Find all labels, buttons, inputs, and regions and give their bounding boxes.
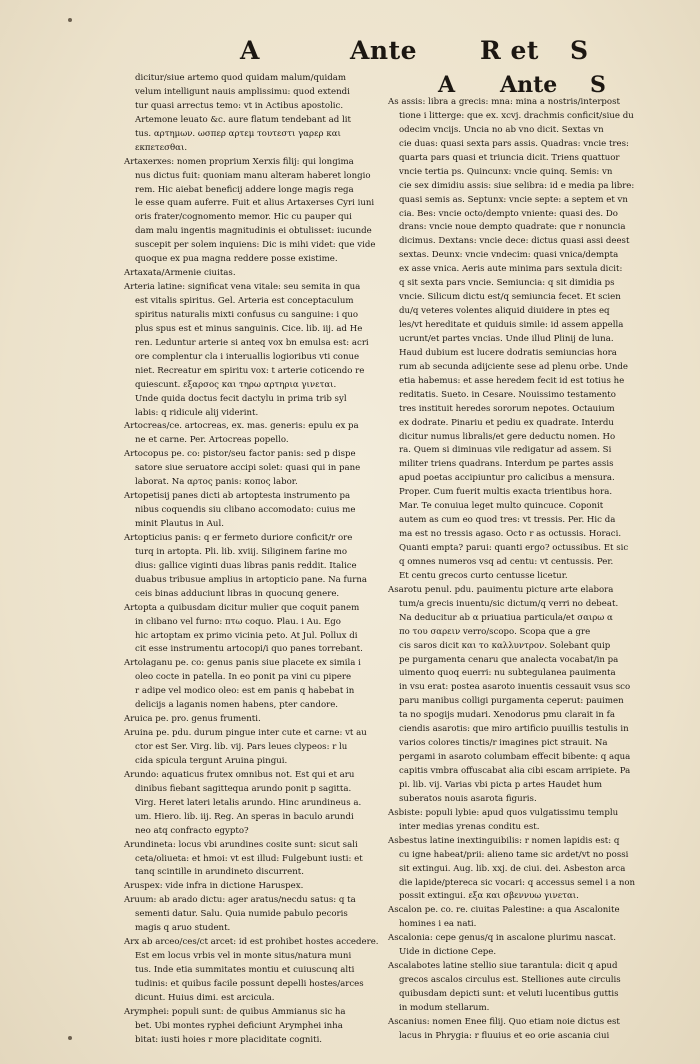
dictionary-entry-line: Arx ab arceo/ces/ct arcet: id est prohibet hostes accedere. — [124, 937, 379, 948]
text-line: spiritus naturalis mixti confusus cu sanguine: i quo — [135, 309, 359, 320]
text-line: lacus in Phrygia: r fluuius et eo orie ascania ciui — [399, 1030, 610, 1041]
text-line: le esse quam auferre. Fuit et alius Artaxerses Cyri iuni — [135, 198, 375, 209]
text-line: nibus coquendis siu clibano accomodato: cuius me — [135, 505, 356, 516]
text-line: vncie tertia ps. Quincunx: vncie quinq. Semis: vn — [399, 166, 613, 177]
text-line: cit esse instrumentu artocopi/i quo panes torrebant. — [135, 644, 363, 655]
text-line: pi. lib. vij. Varias vbi picta p artes Haudet hum — [399, 779, 603, 790]
text-line: tanq scintille in arundineto discurrent. — [135, 867, 304, 878]
text-line: q sit sexta pars vncie. Semiuncia: q sit dimidia ps — [399, 278, 615, 289]
text-line: quibusdam depicti sunt: et veluti lucentibus guttis — [399, 989, 619, 999]
text-line: tudinis: et quibus facile possunt depelli hostes/arces — [135, 978, 364, 989]
dictionary-entry-line: Aruina pe. pdu. durum pingue inter cute et carne: vt au — [124, 728, 367, 739]
text-line: ta no spogijs mudari. Xenodorus pmu clarait in fa — [399, 710, 615, 721]
text-line: militer triens quadrans. Interdum pe partes assis — [399, 459, 614, 470]
text-line: bitat: iusti hoies r more placiditate cogniti. — [135, 1034, 323, 1045]
text-line: oris frater/cognomento memor. Hic cu pauper qui — [135, 212, 352, 223]
text-line: cia. Bes: vncie octo/dempto vniente: quasi des. Do — [399, 208, 618, 219]
dictionary-entry-line: Asbestus latine inextinguibilis: r nomen lapidis est: q — [388, 835, 620, 846]
text-line: ren. Leduntur arterie si anteq vox bn emulsa est: acri — [135, 337, 369, 348]
text-line: ore complentur cla i interuallis logioribus vti conue — [135, 351, 360, 362]
section-head-ante: Ante — [500, 72, 558, 98]
dictionary-entry-line: Asbiste: populi lybie: apud quos vulgatissimu templu — [388, 807, 619, 818]
text-line: vncie. Silicum dictu est/q semiuncia fecet. Et scien — [399, 292, 621, 303]
text-line: tur quasi arrectus temo: vt in Actibus apostolic. — [135, 100, 344, 111]
text-line: ceis binas adduciunt libras in quocunq genere. — [135, 588, 340, 599]
text-line: dicunt. Huius dimi. est arcicula. — [135, 992, 275, 1003]
text-line: reditatis. Sueto. in Cesare. Nouissimo testamento — [399, 389, 616, 400]
text-line: ra. Quem si diminuas vile redigatur ad assem. Si — [399, 445, 612, 456]
text-line: niet. Recreatur em spiritu vox: t arterie coticendo re — [135, 365, 365, 376]
text-line: plus spus est et minus sanguinis. Cice. lib. iij. ad He — [135, 323, 363, 334]
text-line: sit extingui. Aug. lib. xxj. de ciui. dei. Asbeston arca — [399, 863, 626, 874]
text-line: cie sex dimidiu assis: siue selibra: id e media pa libre: — [399, 180, 635, 191]
text-line: cu igne habeat/prii: alieno tame sic ardet/vt no possi — [399, 849, 629, 860]
text-line: Na deducitur ab α priuatiua particula/et σαιρω α — [399, 612, 613, 623]
text-line: dicitur/siue artemo quod quidam malum/quidam — [135, 73, 347, 83]
text-line: magis q aruo student. — [135, 923, 231, 934]
page-speck — [68, 18, 72, 22]
text-line: satore siue seruatore accipi solet: quasi qui in pane — [135, 463, 361, 474]
dictionary-entry-line: Arteria latine: significat vena vitale: seu semita in qua — [124, 282, 361, 293]
text-line: les/vt hereditate et quiduis simile: id assem appella — [399, 320, 624, 330]
text-line: pe purgamenta cenaru que analecta vocabat/in pa — [399, 654, 619, 665]
text-line: bet. Ubi montes ryphei deficiunt Arymphei inha — [135, 1020, 343, 1031]
text-line: Artemone leuato &c. aure flatum tendebant ad lit — [135, 114, 351, 125]
text-line: tus. Inde etia summitates montiu et cuiuscunq alti — [135, 965, 355, 975]
running-head-ret: R et — [480, 36, 539, 65]
section-head-letter-a: A — [438, 72, 456, 98]
dictionary-entry-line: Aruica pe. pro. genus frumenti. — [124, 714, 261, 725]
text-line: Virg. Heret lateri letalis arundo. Hinc arundineus a. — [135, 797, 362, 808]
text-line: tum/a grecis inuentu/sic dictum/q verri no debeat. — [399, 598, 619, 609]
text-line: Unde quida doctus fecit dactylu in prima trib syl — [135, 393, 347, 404]
page-speck — [68, 1036, 72, 1040]
text-line: tione i litterge: que ex. xcvj. drachmis conficit/siue du — [399, 110, 634, 121]
text-line: um. Hiero. lib. iij. Reg. An speras in baculo arundi — [135, 811, 354, 822]
dictionary-entry-line: Artopta a quibusdam dicitur mulier que coquit panem — [124, 602, 360, 613]
running-head-letter-s: S — [570, 36, 589, 65]
dictionary-entry-line: Arundo: aquaticus frutex omnibus not. Est qui et aru — [124, 769, 355, 780]
text-line: sementi datur. Salu. Quia numide pabulo pecoris — [135, 909, 348, 920]
text-line: ceta/oliueta: et hmoi: vt est illud: Fulgebunt iusti: et — [135, 853, 363, 864]
text-line: Quanti empta? parui: quanti ergo? octussibus. Et sic — [399, 543, 629, 553]
text-line: hic artoptam ex primo vicinia peto. At Jul. Pollux di — [135, 630, 358, 641]
text-line: q omnes numeros vsq ad centu: vt centussis. Per. — [399, 556, 614, 567]
text-line: autem as cum eo quod tres: vt tressis. Per. Hic da — [399, 515, 616, 526]
text-line: est vitalis spiritus. Gel. Arteria est conceptaculum — [135, 296, 354, 306]
text-line: ex asse vnica. Aeris aute minima pars sextula dicit: — [399, 264, 623, 275]
text-line: suberatos nouis asarota figuris. — [399, 793, 537, 804]
text-line: turq in artopta. Pli. lib. xviij. Siliginem farine mo — [135, 546, 347, 557]
left-text-column — [124, 72, 386, 1045]
text-line: delicijs a laganis nomen habens, pter candore. — [135, 700, 339, 711]
text-line: possit extingui. εξα και σβεννυω γινεται. — [399, 891, 579, 902]
text-line: paru manibus colligi purgamenta ceperut: pauimen — [399, 696, 624, 707]
text-line: capitis vmbra offuscabat alia cibi escam arripiete. Pa — [399, 766, 631, 776]
text-line: grecos ascalos circulus est. Stelliones aute circulis — [399, 975, 621, 986]
running-head-ante: Ante — [350, 36, 418, 65]
text-line: pergami in asaroto columbam effecit bibente: q aqua — [399, 752, 631, 763]
text-line: cida spicula tergunt Aruina pingui. — [135, 755, 288, 766]
text-line: Proper. Cum fuerit multis exacta trientibus hora. — [399, 487, 613, 498]
text-line: quarta pars quasi et triuncia dicit. Triens quattuor — [399, 152, 620, 163]
dictionary-entry-line: Aruspex: vide infra in dictione Haruspex. — [124, 881, 304, 892]
text-line: nus dictus fuit: quoniam manu alteram haberet longio — [135, 170, 371, 181]
dictionary-entry-line: Artopetisij panes dicti ab artoptesta instrumento pa — [124, 491, 351, 502]
text-line: rem. Hic aiebat beneficij addere longe magis rega — [135, 184, 354, 195]
dictionary-entry-line: Artocreas/ce. artocreas, ex. mas. generis: epulu ex pa — [124, 421, 359, 432]
text-line: quoque ex pua magna reddere posse existime. — [135, 254, 338, 265]
text-line: sextas. Deunx: vncie vndecim: quasi vnica/dempta — [399, 250, 619, 261]
text-line: velum intelligunt nauis amplissimu: quod extendi — [135, 86, 350, 97]
text-line: odecim vncijs. Uncia no ab vno dicit. Sextas vn — [399, 124, 604, 135]
text-line: oleo cocte in patella. In eo ponit pa vini cu pipere — [135, 672, 352, 683]
text-line: laborat. Na αρτος panis: κοπος labor. — [135, 477, 298, 488]
text-line: suscepit per solem inquiens: Dic is mihi videt: que vide — [135, 240, 376, 251]
text-line: varios colores tinctis/r imagines pict strauit. Na — [399, 738, 608, 749]
running-head — [240, 36, 620, 72]
text-line: neo atq confracto egypto? — [135, 825, 249, 836]
text-line: etia habemus: et asse heredem fecit id est totius he — [399, 375, 625, 386]
text-line: drans: vncie noue dempto quadrate: que r nonuncia — [399, 222, 626, 233]
text-line: dicitur numus libralis/et gere deductu nomen. Ho — [399, 431, 616, 442]
text-line: in vsu erat: postea asaroto inuentis cessauit vsus sco — [399, 682, 631, 693]
text-line: labis: q ridicule alij viderint. — [135, 407, 259, 418]
dictionary-entry-line: Arymphei: populi sunt: de quibus Ammianus sic ha — [124, 1006, 346, 1017]
section-head-letter-s: S — [590, 72, 606, 98]
dictionary-entry-line: Artaxerxes: nomen proprium Xerxis filij: qui longima — [124, 156, 354, 167]
text-line: r adipe vel modico oleo: est em panis q habebat in — [135, 686, 355, 697]
text-line: tus. αρτημων. ωσπερ αρτεμ τουτεστι γαρερ και — [135, 128, 341, 139]
dictionary-entry-line: Arundineta: locus vbi arundines cosite sunt: sicut sali — [124, 839, 358, 850]
text-line: uimento quoq euerri: nu subtegulanea pauimenta — [399, 668, 616, 679]
text-line: ucrunt/et partes vncias. Unde illud Plinij de luna. — [399, 333, 614, 344]
text-line: dicimus. Dextans: vncie dece: dictus quasi assi deest — [399, 236, 630, 247]
text-line: in clibano vel furno: πτω coquo. Plau. i Au. Ego — [135, 616, 341, 627]
text-line: ma est no tressis agaso. Octo r as octussis. Horaci. — [399, 529, 622, 540]
dictionary-entry-line: Artolaganu pe. co: genus panis siue placete ex simila i — [124, 658, 361, 669]
text-line: Uide in dictione Cepe. — [399, 947, 497, 958]
text-line: in modum stellarum. — [399, 1002, 490, 1013]
running-head-letter-a: A — [240, 36, 260, 65]
dictionary-entry-line: Asarotu penul. pdu. pauimentu picture arte elabora — [388, 584, 614, 595]
text-line: ctor est Ser. Virg. lib. vij. Pars leues clypeos: r lu — [135, 742, 348, 752]
text-line: εκπετεσθαι. — [135, 142, 188, 153]
dictionary-entry-line: Artaxata/Armenie ciuitas. — [124, 268, 236, 279]
text-line: Mar. Te conuiua leget multo quincuce. Coponit — [399, 501, 604, 512]
text-line: homines i ea nati. — [399, 919, 477, 930]
text-line: cie duas: quasi sexta pars assis. Quadras: vncie tres: — [399, 138, 629, 149]
text-line: rum ab secunda adijciente sese ad plenu orbe. Unde — [399, 361, 629, 372]
text-line: Et centu grecos curto centusse licetur. — [399, 570, 568, 581]
dictionary-entry-line: Ascanius: nomen Enee filij. Quo etiam noie dictus est — [388, 1016, 620, 1027]
text-line: quasi semis as. Septunx: vncie septe: a septem et vn — [399, 194, 628, 205]
text-line: dam malu ingentis magnitudinis ei obtulisset: iucunde — [135, 226, 372, 237]
text-line: ciendis asarotis: que miro artificio puuillis testulis in — [399, 724, 629, 735]
text-line: ne et carne. Per. Artocreas popello. — [135, 435, 289, 446]
dictionary-entry-line: Artopticius panis: q er fermeto duriore conficit/r ore — [124, 532, 353, 543]
dictionary-entry-line: Aruum: ab arado dictu: ager aratus/necdu satus: q ta — [124, 895, 356, 906]
dictionary-entry-line: Ascalon pe. co. re. ciuitas Palestine: a qua Ascalonite — [388, 905, 620, 916]
text-line: ex dodrate. Pinariu et pediu ex quadrate. Interdu — [399, 417, 614, 428]
text-line: quiescunt. εξαρσος και τηρω αρτηρια γινεται. — [135, 379, 337, 390]
right-text-column — [388, 96, 646, 1041]
dictionary-entry-line: Ascalabotes latine stellio siue tarantula: dicit q apud — [388, 961, 618, 972]
text-line: Haud dubium est lucere dodratis semiuncias hora — [399, 347, 617, 358]
text-line: apud poetas accipiuntur pro calicibus a mensura. — [399, 473, 615, 484]
text-line: tres instituit heredes sororum nepotes. Octauium — [399, 403, 615, 414]
text-line: inter medias yrenas conditu est. — [399, 821, 540, 832]
text-line: πο του σαρειν verro/scopo. Scopa que a gre — [399, 626, 591, 637]
dictionary-entry-line: As assis: libra a grecis: mna: mina a nostris/interpost — [388, 97, 620, 107]
text-line: Est em locus vrbis vel in monte situs/natura muni — [135, 951, 352, 962]
text-line: dius: gallice viginti duas libras panis reddit. Italice — [135, 560, 357, 571]
text-line: cis saros dicit και το καλλυντρον. Solebant quip — [399, 640, 611, 651]
text-line: du/q veteres volentes aliquid diuidere in ptes eq — [399, 306, 610, 317]
text-line: minit Plautus in Aul. — [135, 519, 224, 529]
dictionary-entry-line: Artocopus pe. co: pistor/seu factor panis: sed p dispe — [124, 449, 356, 460]
dictionary-entry-line: Ascalonia: cepe genus/q in ascalone plurimu nascat. — [388, 933, 616, 944]
text-line: die lapide/ptereca sic vocari: q accessus semel i a non — [399, 877, 636, 888]
text-line: dinibus fiebant sagittequa arundo ponit p sagitta. — [135, 783, 352, 794]
text-line: duabus tribusue amplius in artopticio pane. Na furna — [135, 574, 368, 585]
